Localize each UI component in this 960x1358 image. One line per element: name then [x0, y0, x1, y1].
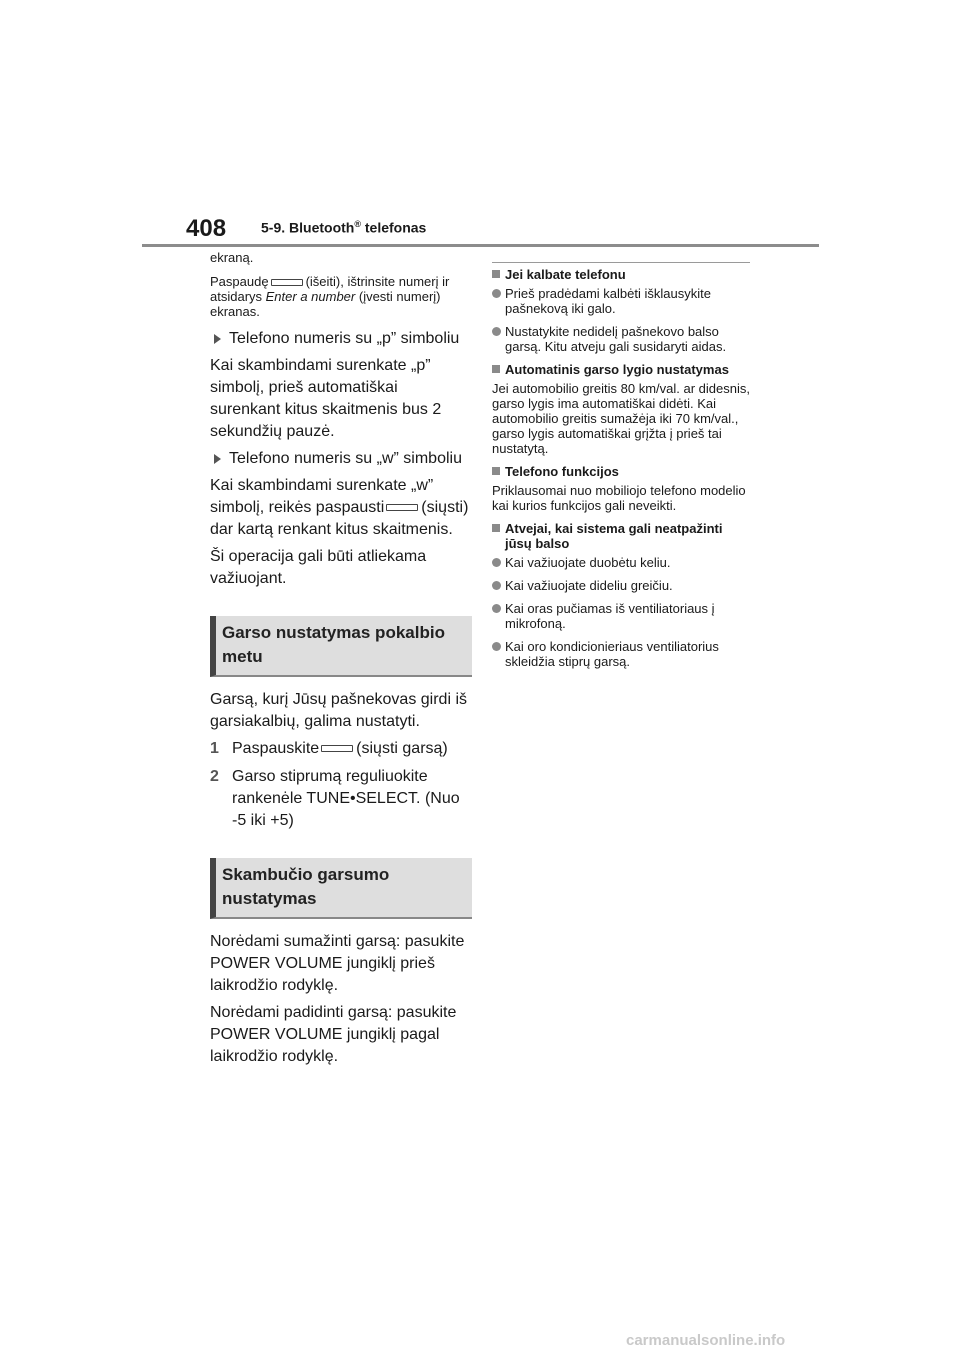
square-bullet-icon: [492, 270, 500, 278]
arrow-right-icon: [214, 334, 221, 344]
note-text: Priklausomai nuo mobiliojo telefono modelio kai kurios funkcijos gali neveikti.: [492, 483, 746, 513]
section-heading-ring-volume: Skambučio garsumo nustatymas: [210, 858, 472, 919]
note-bullet: Kai oras pučiamas iš ventiliatoriaus į mikrofoną.: [492, 601, 750, 631]
round-bullet-icon: [492, 642, 501, 651]
section1-intro: Garsą, kurį Jūsų pašnekovas girdi iš garsiakalbių, galima nustatyti.: [210, 691, 467, 730]
left-column: [210, 250, 472, 1073]
step-2: 2 Garso stiprumą reguliuokite rankenėle TUNE•SELECT. (Nuo -5 iki +5): [210, 768, 460, 829]
section2-increase: Norėdami padidinti garsą: pasukite POWER VOLUME jungiklį pagal laikrodžio rodyklę.: [210, 1004, 457, 1065]
note-bullet: Kai važiuojate duobėtu keliu.: [492, 555, 750, 570]
item-p-symbol-title: Telefono numeris su „p” simboliu: [210, 328, 472, 350]
right-column: [492, 262, 750, 677]
round-bullet-icon: [492, 289, 501, 298]
section-title: 5-9. Bluetooth® telefonas: [261, 219, 427, 236]
right-rule: [492, 262, 750, 263]
note-heading: Jei kalbate telefonu: [492, 267, 750, 282]
round-bullet-icon: [492, 604, 501, 613]
item-p-symbol-body: Kai skambindami surenkate „p” simbolį, prieš automatiškai surenkant kitus skaitmenis bus 2 sekundžių pauzė.: [210, 357, 442, 440]
exit-note: Paspaudę (išeiti), ištrinsite numerį ir atsidarys Enter a number (įvesti numerį) ekranas.: [210, 274, 450, 319]
round-bullet-icon: [492, 581, 501, 590]
note-bullet: Nustatykite nedidelį pašnekovo balso garsą. Kitu atveju gali susidaryti aidas.: [492, 324, 750, 354]
note-bullet: Kai važiuojate dideliu greičiu.: [492, 578, 750, 593]
note-heading: Automatinis garso lygio nustatymas: [492, 362, 750, 377]
note-heading: Telefono funkcijos: [492, 464, 750, 479]
note-bullet: Prieš pradėdami kalbėti išklausykite pašnekovą iki galo.: [492, 286, 750, 316]
arrow-right-icon: [214, 454, 221, 464]
send-sound-key-icon: [321, 745, 353, 752]
send-key-icon: [386, 504, 418, 511]
note-heading: Atvejai, kai sistema gali neatpažinti jūsų balso: [492, 521, 750, 551]
square-bullet-icon: [492, 467, 500, 475]
round-bullet-icon: [492, 558, 501, 567]
item-w-symbol-title: Telefono numeris su „w” simboliu: [210, 448, 472, 470]
watermark: carmanualsonline.info: [626, 1332, 786, 1349]
square-bullet-icon: [492, 365, 500, 373]
section2-decrease: Norėdami sumažinti garsą: pasukite POWER VOLUME jungiklį prieš laikrodžio rodyklę.: [210, 933, 465, 994]
round-bullet-icon: [492, 327, 501, 336]
square-bullet-icon: [492, 524, 500, 532]
page-number: 408: [186, 215, 227, 242]
item-w-symbol-body: Kai skambindami surenkate „w” simbolį, reikės paspausti (siųsti) dar kartą renkant kitus skaitmenis.: [210, 477, 469, 538]
exit-key-icon: [271, 279, 303, 286]
note-text: Jei automobilio greitis 80 km/val. ar didesnis, garso lygis ima automatiškai didėti. Kai automobilio greitis sumažėja iki 70 km/val., garso lygis automatiškai grįžta į prieš tai nustatytą.: [492, 381, 750, 456]
continued-text: ekraną.: [210, 250, 254, 265]
section-heading-call-volume: Garso nustatymas pokalbio metu: [210, 616, 472, 677]
header-rule: [142, 244, 819, 247]
step-1: 1 Paspauskite (siųsti garsą): [210, 740, 448, 757]
item-w-symbol-note: Ši operacija gali būti atliekama važiuojant.: [210, 548, 427, 587]
note-bullet: Kai oro kondicionieriaus ventiliatorius skleidžia stiprų garsą.: [492, 639, 750, 669]
